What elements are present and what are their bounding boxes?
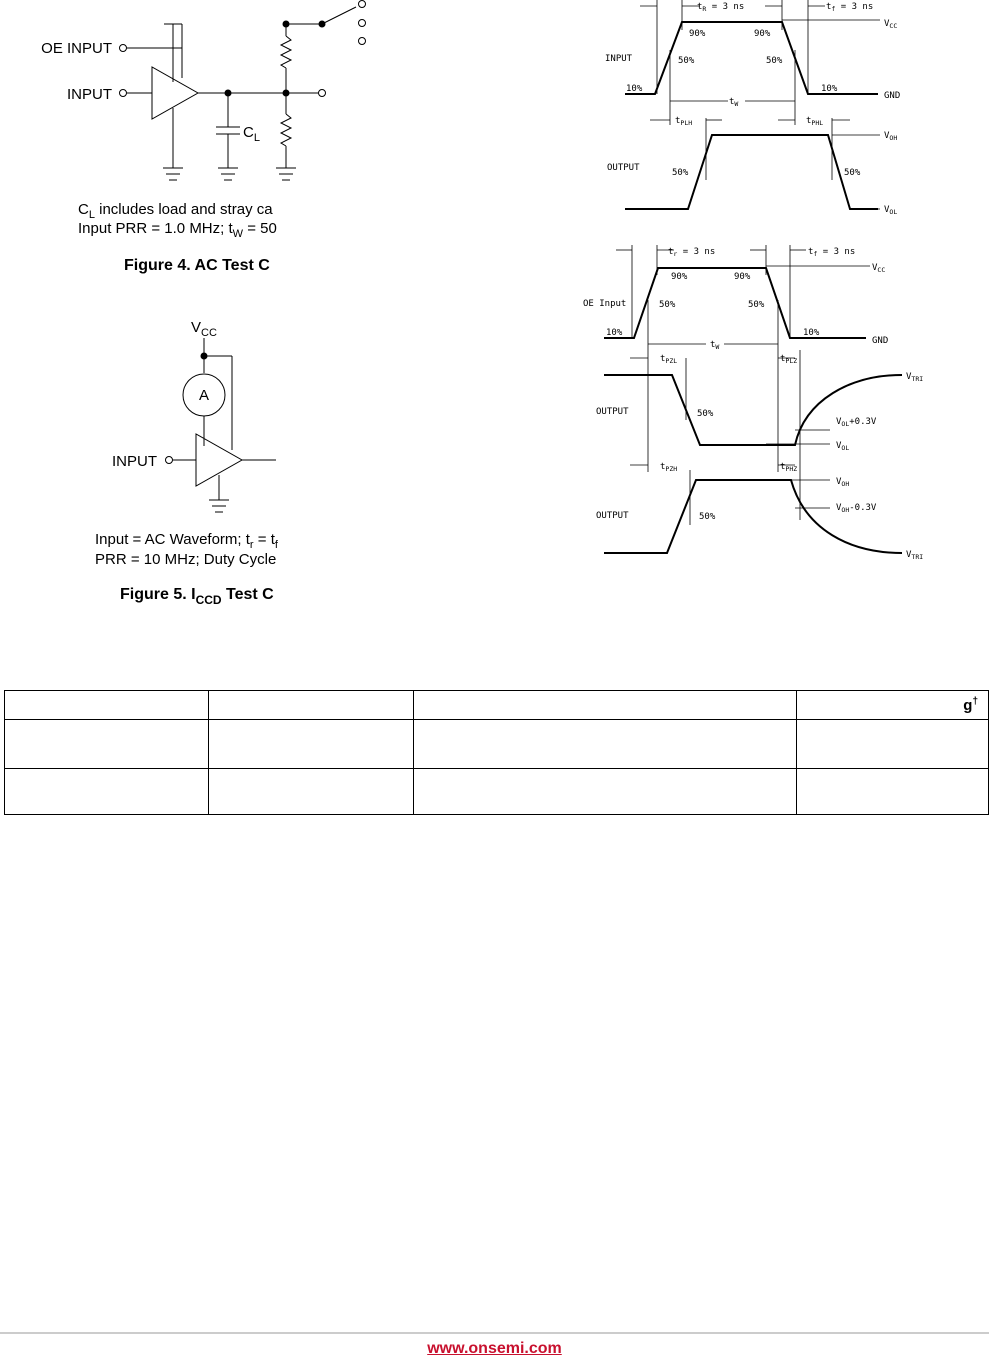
table-cell — [414, 769, 797, 815]
percent-label: 10% — [803, 328, 820, 338]
fall-time-label: $t_f = 3$ ns — [826, 2, 874, 13]
table-cell — [5, 691, 209, 720]
percent-label: 90% — [689, 29, 706, 39]
tpzh-label: $t_{PZH}$ — [660, 462, 678, 473]
pulse-width-label: $t_W$ — [710, 340, 720, 351]
table-cell — [414, 691, 797, 720]
percent-label: 90% — [734, 272, 751, 282]
table-cell — [209, 691, 414, 720]
table-cell — [209, 720, 414, 769]
ammeter-label: A — [198, 387, 210, 404]
output-low-enable-waveform — [604, 375, 902, 445]
tplz-label: $t_{PLZ}$ — [780, 354, 798, 365]
rise-time-label: $t_R = 3$ ns — [697, 2, 745, 13]
figure-4-note-2: Input PRR = 1.0 MHz; $t_W = 50$ — [78, 220, 277, 240]
voh-level-label: $V_{OH}$ — [884, 131, 898, 142]
gnd-level-label: GND — [884, 91, 901, 101]
input-signal-label: INPUT — [605, 54, 633, 64]
percent-label: 50% — [697, 409, 714, 419]
output-high-enable-waveform — [604, 480, 902, 553]
output-signal-label: OUTPUT — [596, 511, 629, 521]
table-cell — [209, 769, 414, 815]
figure-5-note-2: PRR = 10 MHz; Duty Cycle — [95, 551, 277, 568]
vtri-level-label: $V_{TRI}$ — [906, 550, 924, 561]
percent-label: 10% — [626, 84, 643, 94]
percent-label: 50% — [766, 56, 783, 66]
table-row — [5, 769, 989, 815]
table-cell — [797, 769, 989, 815]
vtri-level-label: $V_{TRI}$ — [906, 372, 924, 383]
tphl-label: $t_{PHL}$ — [806, 116, 824, 127]
tpzl-label: $t_{PZL}$ — [660, 354, 678, 365]
gnd-level-label: GND — [872, 336, 889, 346]
percent-label: 10% — [821, 84, 838, 94]
percent-label: 50% — [748, 300, 765, 310]
table-header-row — [5, 691, 989, 720]
percent-label: 50% — [672, 168, 689, 178]
rise-time-label: $t_r = 3$ ns — [668, 247, 716, 258]
tphz-label: $t_{PHZ}$ — [780, 462, 798, 473]
figure-5-note-1: Input = AC Waveform; $t_r = t_f$ — [95, 531, 278, 551]
percent-label: 50% — [659, 300, 676, 310]
capacitor-label: $C_L$ — [243, 124, 260, 144]
vcc-label: $V_{CC}$ — [191, 319, 217, 339]
table-cell — [797, 720, 989, 769]
oe-input-label: OE INPUT — [41, 40, 112, 57]
percent-label: 50% — [699, 512, 716, 522]
figure-5-caption: Figure 5. $I_{CCD}$ Test C — [120, 586, 274, 607]
voh-minus-level-label: $V_{OH}-0.3V$ — [836, 503, 877, 514]
footer-website-link[interactable]: www.onsemi.com — [427, 1340, 562, 1357]
vcc-level-label: $V_{CC}$ — [872, 263, 886, 274]
table-header-cell: g† — [797, 691, 989, 720]
footer-divider — [0, 1332, 989, 1334]
ordering-table — [4, 690, 989, 815]
percent-label: 50% — [844, 168, 861, 178]
output-signal-label: OUTPUT — [607, 163, 640, 173]
table-cell — [5, 720, 209, 769]
figure-4-note-1: $C_L$ includes load and stray ca — [78, 201, 273, 221]
table-row — [5, 720, 989, 769]
vol-level-label: $V_{OL}$ — [884, 205, 898, 216]
tplh-label: $t_{PLH}$ — [675, 116, 693, 127]
table-cell — [414, 720, 797, 769]
percent-label: 10% — [606, 328, 623, 338]
input-label: INPUT — [67, 86, 112, 103]
figure-4-caption: Figure 4. AC Test C — [124, 257, 270, 274]
vcc-level-label: $V_{CC}$ — [884, 19, 898, 30]
percent-label: 90% — [671, 272, 688, 282]
vol-level-label: $V_{OL}$ — [836, 441, 850, 452]
voh-level-label: $V_{OH}$ — [836, 477, 850, 488]
input-label: INPUT — [112, 453, 157, 470]
vol-plus-level-label: $V_{OL}+0.3V$ — [836, 417, 877, 428]
pulse-width-label: $t_W$ — [729, 97, 739, 108]
fall-time-label: $t_f = 3$ ns — [808, 247, 856, 258]
percent-label: 50% — [678, 56, 695, 66]
output-signal-label: OUTPUT — [596, 407, 629, 417]
table-cell — [5, 769, 209, 815]
percent-label: 90% — [754, 29, 771, 39]
oe-input-signal-label: OE Input — [583, 299, 627, 309]
